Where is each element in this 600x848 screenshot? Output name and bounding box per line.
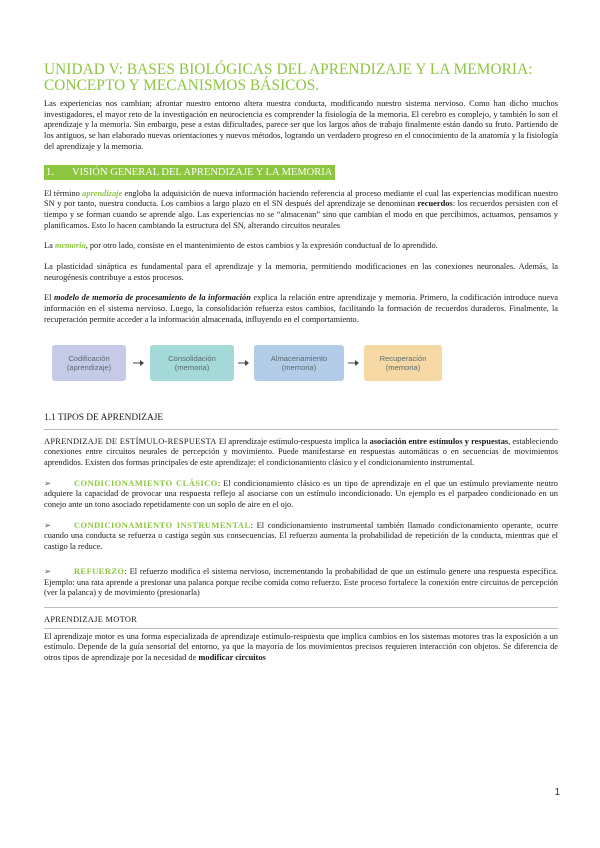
divider xyxy=(44,628,558,629)
flow-box-almacenamiento xyxy=(254,345,344,381)
paragraph-estimulo-respuesta xyxy=(44,437,558,469)
intro-paragraph: Las experiencias nos cambian; afrontar nuestro entorno altera nuestra conducta, modificando nuestro sistema nervioso. Como han dicho muchos investigadores, el mayor reto de la investigación en neurociencia es comprender la fisiología de la memoria. El cerebro es complejo, y también lo son el aprendizaje y la memoria. Sin embargo, pese a estas dificultades, parece ser que los largos años de trabajo finalmente están dando su fruto. Partiendo de los antiguos, se han elaborado nuevas orientaciones y nuevos métodos, logrando un verdadero progreso en el conocimiento de la anatomía y la fisiología del aprendizaje y la memoria. xyxy=(44,99,558,151)
flow-box-label: Codificación xyxy=(68,353,110,363)
paragraph-motor xyxy=(44,632,558,664)
document-page xyxy=(44,62,558,664)
text-run: El aprendizaje motor es una forma especializada de aprendizaje estímulo-respuesta que implica cambios en los sistemas motores tras la exposición a un estímulo. Depende de la guía sensorial del entorno, ya que la mayoría de los movimientos precisos requieren interacción con objetos. Se diferencia de otros tipos de aprendizaje por la necesidad de xyxy=(44,631,558,663)
paragraph-aprendizaje xyxy=(44,189,558,232)
flow-box-label: Recuperación xyxy=(379,353,427,363)
section-heading-text: VISIÓN GENERAL DEL APRENDIZAJE Y LA MEMORIA xyxy=(72,166,333,178)
text-run: El aprendizaje estímulo-respuesta implica la xyxy=(216,436,370,446)
flow-box-sublabel: (memoria) xyxy=(385,362,421,372)
label-aprendizaje-motor: APRENDIZAJE MOTOR xyxy=(44,614,138,624)
flow-box-consolidacion xyxy=(150,345,234,381)
label-estimulo-respuesta: APRENDIZAJE DE ESTÍMULO-RESPUESTA xyxy=(44,436,217,446)
text-run: : El condicionamiento clásico es un tipo de aprendizaje en el que un estímulo previamente neutro adquiere la capacidad de provocar una respuesta reflejo al asociarse con un estímulo incondicionado. Un ejemplo es el parpadeo condicionado en un conejo ante un tono asociado repetidamente con un soplo de aire en el ojo. xyxy=(44,478,558,510)
arrow-bullet-icon: ➢ xyxy=(44,520,52,530)
term-recuerdos: recuerdos xyxy=(417,199,453,209)
paragraph-clasico xyxy=(44,479,558,511)
flow-box-sublabel: (aprendizaje) xyxy=(66,362,112,372)
text-run: , estableciendo conexiones entre circuitos neurales de percepción y movimiento. Puede manifestarse en respuestas automáticas o en secuencias de movimientos aprendidos. Existen dos formas principales de este aprendizaje: el condicionamiento clásico y el condicionamiento instrumental. xyxy=(44,436,558,467)
term-asociacion: asociación entre estímulos y respuestas xyxy=(369,436,509,446)
term-memoria: memoria xyxy=(54,241,86,251)
label-clasico: CONDICIONAMIENTO CLÁSICO xyxy=(74,478,218,488)
arrow-right-icon xyxy=(348,358,360,368)
arrow-right-icon xyxy=(133,358,145,368)
text-run: , por otro lado, consiste en el mantenimiento de estos cambios y la expresión conductual de lo aprendido. xyxy=(85,241,438,251)
page-number: 1 xyxy=(554,787,560,798)
label-instrumental: CONDICIONAMIENTO INSTRUMENTAL xyxy=(74,520,251,530)
paragraph-memoria xyxy=(44,241,558,252)
page-title: UNIDAD V: BASES BIOLÓGICAS DEL APRENDIZAJE Y LA MEMORIA: CONCEPTO Y MECANISMOS BÁSICOS. xyxy=(44,61,533,94)
term-modelo: modelo de memoria de procesamiento de la información xyxy=(53,293,251,303)
paragraph-refuerzo xyxy=(44,567,558,599)
paragraph-plasticidad: La plasticidad sináptica es fundamental para el aprendizaje y la memoria, permitiendo modificaciones en las conexiones neuronales. Además, la neurogénesis contribuye a estos procesos. xyxy=(44,262,558,282)
subsection-heading: 1.1 TIPOS DE APRENDIZAJE xyxy=(44,412,164,423)
paragraph-instrumental xyxy=(44,521,558,553)
arrow-bullet-icon: ➢ xyxy=(44,566,52,576)
flow-box-codificacion xyxy=(52,345,126,381)
paragraph-modelo xyxy=(44,293,558,325)
flow-box-sublabel: (memoria) xyxy=(174,362,210,372)
text-run: El xyxy=(44,293,54,303)
flow-box-sublabel: (memoria) xyxy=(281,362,317,372)
term-modificar-circuitos: modificar circuitos xyxy=(198,653,266,663)
section-heading xyxy=(44,165,335,180)
section-number: 1. xyxy=(46,166,54,178)
memory-flow-diagram xyxy=(52,345,558,389)
text-run: explica la relación entre aprendizaje y memoria. Primero, la codificación introduce nueva información en el sistema nervioso. Luego, la consolidación refuerza estos cambios, facilitando la formación de recuerdos duraderos. Finalmente, la recuperación permite acceder a la información almacenada, influyendo en el comportamiento. xyxy=(44,293,558,324)
text-run: : El condicionamiento instrumental también llamado condicionamiento operante, ocurre cuando una conducta se refuerza o castiga según sus consecuencias. El refuerzo aumenta la probabilidad de repetición de la conducta, mientras que el castigo la reduce. xyxy=(44,520,558,552)
flow-box-recuperacion xyxy=(364,345,442,381)
divider xyxy=(44,607,558,608)
divider xyxy=(44,429,558,430)
text-run: : El refuerzo modifica el sistema nervioso, incrementando la probabilidad de que un estímulo genere una respuesta específica. Ejemplo: una rata aprende a presionar una palanca porque recibe comida como refuerzo. Este proceso fortalece la conexión entre circuitos de percepción (ver la palanca) y de movimiento (presionarla) xyxy=(44,566,558,598)
term-aprendizaje: aprendizaje xyxy=(82,188,123,198)
text-run: El término xyxy=(44,188,83,198)
label-refuerzo: REFUERZO xyxy=(74,566,125,576)
arrow-right-icon xyxy=(238,358,250,368)
text-run: La xyxy=(44,241,55,251)
arrow-bullet-icon: ➢ xyxy=(44,478,52,488)
text-run: : los recuerdos persisten con el tiempo y se forman cuando se aprende algo. Las experiencias no se “almacenan” sino que cambian el modo en que percibimos, actuamos, pensamos y planificamos. Esto lo hacen cambiando la estructura del SN, alterando circuitos neurales xyxy=(44,199,559,230)
text-run: engloba la adquisición de nueva información haciendo referencia al proceso mediante el cual las experiencias modifican nuestro SN y por tanto, nuestra conducta. Los cambios a largo plazo en el SN después del aprendizaje se denominan xyxy=(44,188,558,209)
flow-box-label: Consolidación xyxy=(168,353,216,363)
flow-box-label: Almacenamiento xyxy=(270,353,328,363)
